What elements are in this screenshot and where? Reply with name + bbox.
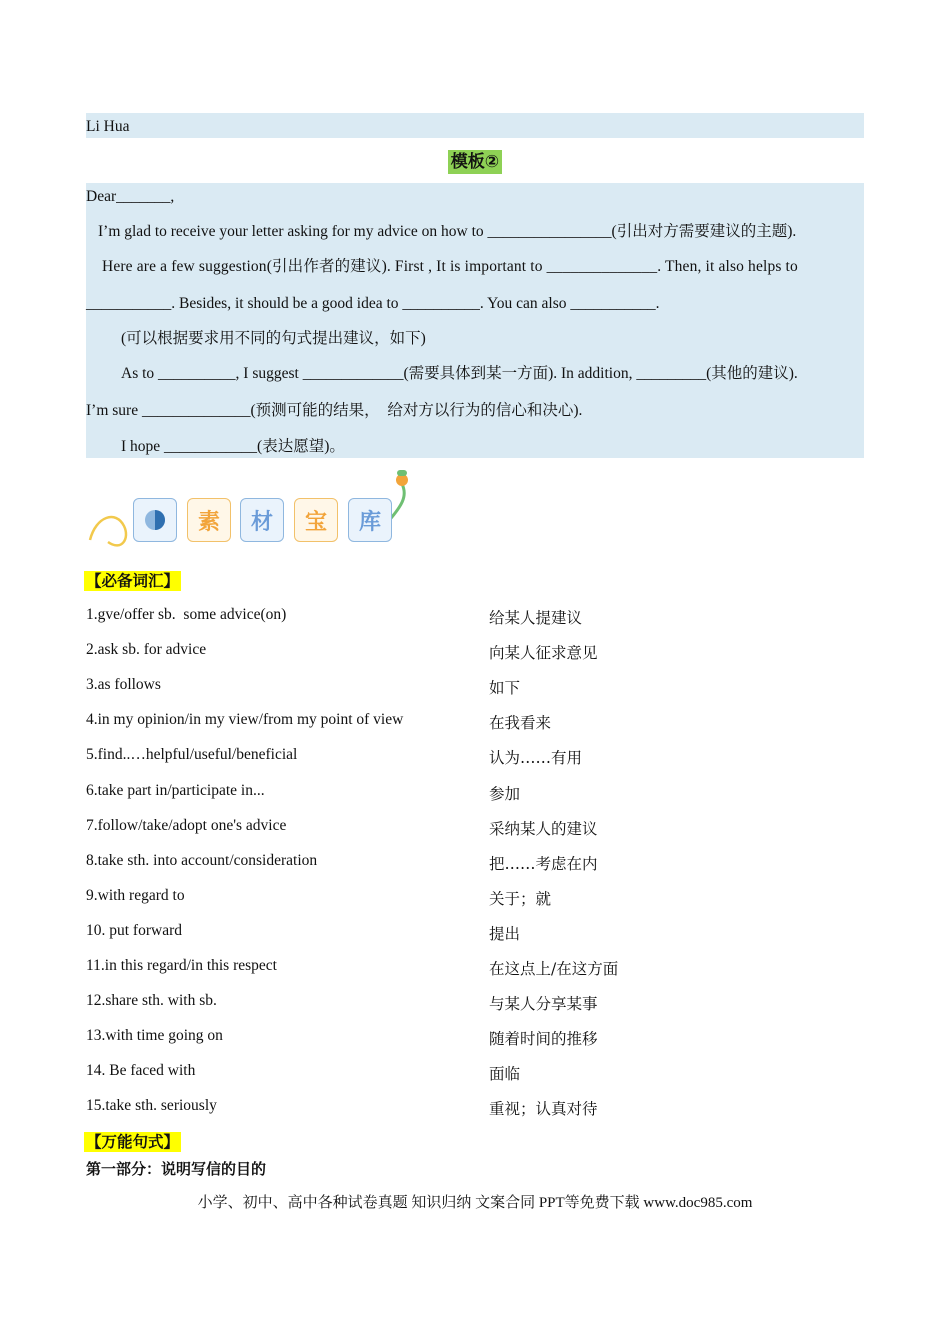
vocab-english: 11.in this regard/in this respect [86, 957, 277, 974]
vocab-english: 5.find..…helpful/useful/beneficial [86, 746, 298, 763]
letter-paragraph-2: Here are a few suggestion(引出作者的建议). First , It is important to ______________. Then, it also helps to [102, 258, 798, 275]
letter-paragraph-6: I’m sure ______________(预测可能的结果， 给对方以行为的信心和决心). [86, 402, 583, 419]
vocab-english: 10. put forward [86, 922, 182, 939]
vocab-chinese: 如下 [489, 679, 521, 697]
title-wrap [0, 150, 950, 174]
vocab-english: 9.with regard to [86, 887, 185, 904]
template-title: 模板② [448, 150, 502, 174]
vocab-chinese: 给某人提建议 [489, 609, 583, 627]
vocab-chinese: 提出 [489, 925, 521, 943]
banner-tile-4: 库 [348, 498, 392, 542]
vocab-english: 12.share sth. with sb. [86, 992, 217, 1009]
vocab-english: 14. Be faced with [86, 1062, 196, 1079]
banner-tile-2: 材 [240, 498, 284, 542]
vocab-chinese: 把……考虑在内 [489, 855, 598, 873]
name-band [86, 113, 864, 138]
section-heading-vocab: 【必备词汇】 [86, 572, 180, 590]
letter-paragraph-5: As to __________, I suggest _____________(需要具体到某一方面). In addition, _________(其他的建议). [121, 365, 798, 382]
vocab-chinese: 向某人征求意见 [489, 644, 598, 662]
vocab-chinese: 在这点上/在这方面 [489, 960, 619, 978]
letter-paragraph-1: I’m glad to receive your letter asking for my advice on how to ________________(引出对方需要建议的主题). [98, 223, 797, 240]
signature-name: Li Hua [86, 118, 130, 135]
vocab-chinese: 参加 [489, 785, 521, 803]
letter-greeting: Dear_______, [86, 188, 175, 205]
circle-icon [142, 507, 168, 533]
vocab-chinese: 重视；认真对待 [489, 1100, 598, 1118]
vocab-english: 3.as follows [86, 676, 161, 693]
part-one-heading: 第一部分：说明写信的目的 [86, 1160, 267, 1178]
vocab-chinese: 与某人分享某事 [489, 995, 598, 1013]
letter-paragraph-3: ___________. Besides, it should be a good idea to __________. You can also ___________. [86, 295, 660, 312]
letter-note: (可以根据要求用不同的句式提出建议，如下) [121, 330, 426, 347]
vocab-english: 13.with time going on [86, 1027, 223, 1044]
vocab-english: 15.take sth. seriously [86, 1097, 217, 1114]
letter-paragraph-7: I hope ____________(表达愿望)。 [121, 438, 345, 455]
vocab-english: 6.take part in/participate in... [86, 782, 265, 799]
vocab-english: 4.in my opinion/in my view/from my point of view [86, 711, 404, 728]
vocab-chinese: 面临 [489, 1065, 521, 1083]
vocab-english: 1.gve/offer sb. some advice(on) [86, 606, 287, 623]
section-heading-sentences: 【万能句式】 [86, 1133, 180, 1151]
banner-tile-3: 宝 [294, 498, 338, 542]
vocab-chinese: 在我看来 [489, 714, 552, 732]
vocab-chinese: 认为……有用 [489, 749, 583, 767]
vocab-chinese: 关于；就 [489, 890, 552, 908]
vocab-english: 8.take sth. into account/consideration [86, 852, 318, 869]
vocab-chinese: 随着时间的推移 [489, 1030, 598, 1048]
banner-circle-tile [133, 498, 177, 542]
vocab-chinese: 采纳某人的建议 [489, 820, 598, 838]
vocab-english: 7.follow/take/adopt one's advice [86, 817, 287, 834]
page-footer: 小学、初中、高中各种试卷真题 知识归纳 文案合同 PPT等免费下载 www.doc985.com [197, 1195, 753, 1211]
banner-tile-1: 素 [187, 498, 231, 542]
vocab-english: 2.ask sb. for advice [86, 641, 207, 658]
